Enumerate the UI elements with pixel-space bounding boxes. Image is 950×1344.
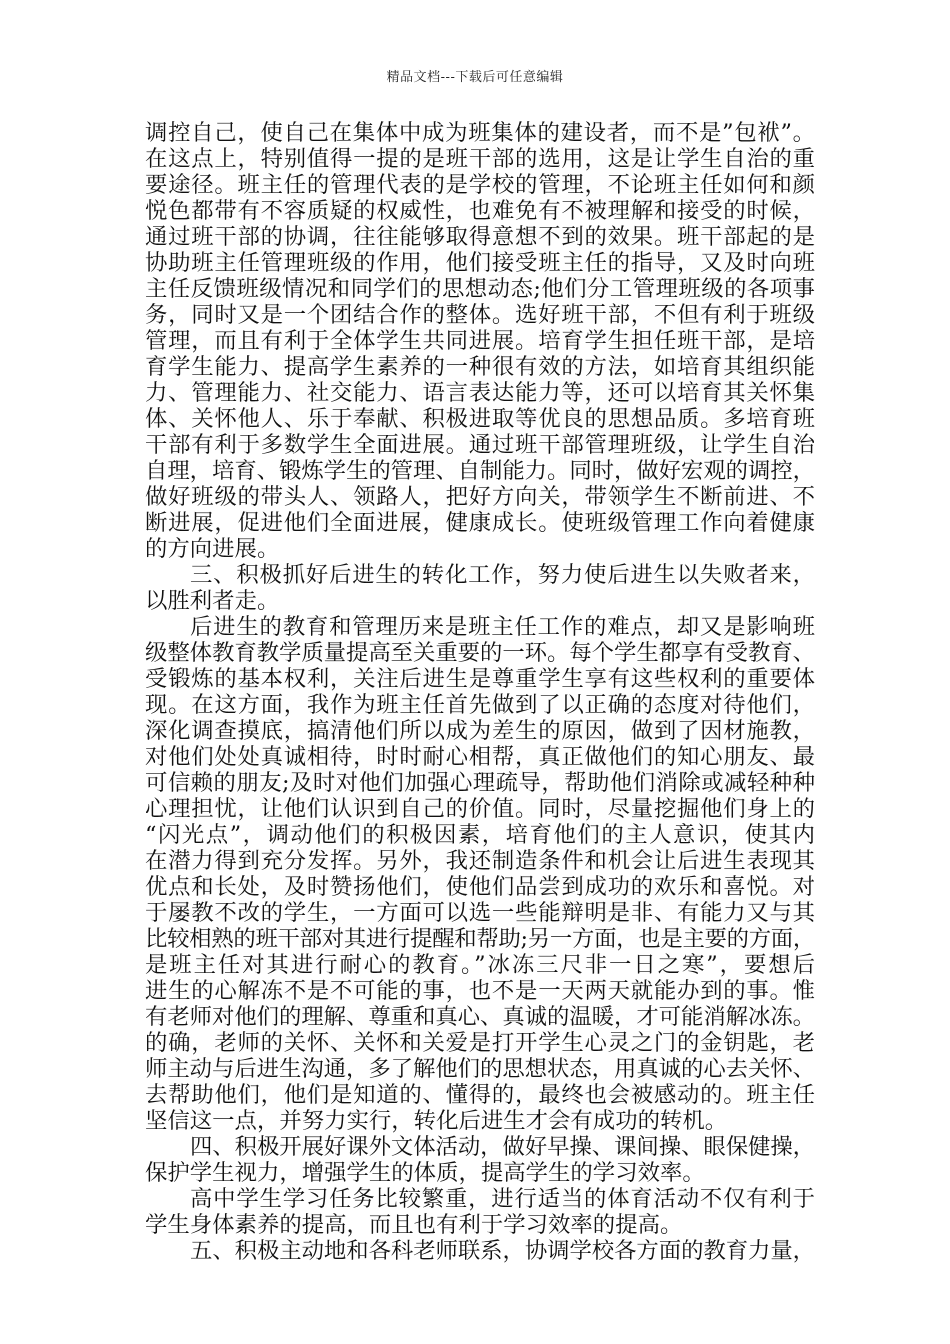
page-header: 精品文档---下载后可任意编辑 xyxy=(386,70,564,85)
text-line: 四、积极开展好课外文体活动，做好早操、课间操、眼保健操， xyxy=(190,1134,815,1160)
text-line: 的方向进展。 xyxy=(145,536,280,562)
text-line: 对他们处处真诚相待，时时耐心相帮，真正做他们的知心朋友、最 xyxy=(145,744,815,770)
text-line: 心理担忧，让他们认识到自己的价值。同时，尽量挖掘他们身上的 xyxy=(145,796,815,822)
text-line: 深化调查摸底，搞清他们所以成为差生的原因，做到了因材施教， xyxy=(145,718,815,744)
text-line: 现。在这方面，我作为班主任首先做到了以正确的态度对待他们， xyxy=(145,692,815,718)
text-line: 进生的心解冻不是不可能的事，也不是一天两天就能办到的事。惟 xyxy=(145,978,815,1004)
text-line: 干部有利于多数学生全面进展。通过班干部管理班级，让学生自治 xyxy=(145,432,815,458)
text-line: 悦色都带有不容质疑的权威性，也难免有不被理解和接受的时候， xyxy=(145,198,815,224)
text-line: 自理，培育、锻炼学生的管理、自制能力。同时，做好宏观的调控， xyxy=(145,458,815,484)
text-line: 的确，老师的关怀、关怀和关爱是打开学生心灵之门的金钥匙，老 xyxy=(145,1030,815,1056)
text-line: 级整体教育教学质量提高至关重要的一环。每个学生都享有受教育、 xyxy=(145,640,815,666)
text-line: 在这点上，特别值得一提的是班干部的选用，这是让学生自治的重 xyxy=(145,146,815,172)
text-line: 后进生的教育和管理历来是班主任工作的难点，却又是影响班 xyxy=(190,614,815,640)
text-line: 调控自己，使自己在集体中成为班集体的建设者，而不是”包袱”。 xyxy=(145,120,815,146)
text-line: 三、积极抓好后进生的转化工作，努力使后进生以失败者来， xyxy=(190,562,815,588)
text-line: 做好班级的带头人、领路人，把好方向关，带领学生不断前进、不 xyxy=(145,484,815,510)
text-line: 高中学生学习任务比较繁重，进行适当的体育活动不仅有利于 xyxy=(190,1186,815,1212)
text-line: 管理，而且有利于全体学生共同进展。培育学生担任班干部，是培 xyxy=(145,328,815,354)
text-line: 主任反馈班级情况和同学们的思想动态;他们分工管理班级的各项事 xyxy=(145,276,815,302)
text-line: 务，同时又是一个团结合作的整体。选好班干部，不但有利于班级 xyxy=(145,302,815,328)
document-body xyxy=(145,120,815,1264)
text-line: 于屡教不改的学生，一方面可以选一些能辩明是非、有能力又与其 xyxy=(145,900,815,926)
text-line: 有老师对他们的理解、尊重和真心、真诚的温暖，才可能消解冰冻。 xyxy=(145,1004,815,1030)
text-line: 育学生能力、提高学生素养的一种很有效的方法，如培育其组织能 xyxy=(145,354,815,380)
text-line: 优点和长处，及时赞扬他们，使他们品尝到成功的欢乐和喜悦。对 xyxy=(145,874,815,900)
text-line: 比较相熟的班干部对其进行提醒和帮助;另一方面，也是主要的方面， xyxy=(145,926,815,952)
text-line: 保护学生视力，增强学生的体质，提高学生的学习效率。 xyxy=(145,1160,705,1186)
text-line: 五、积极主动地和各科老师联系，协调学校各方面的教育力量， xyxy=(190,1238,815,1264)
text-line: 受锻炼的基本权利，关注后进生是尊重学生享有这些权利的重要体 xyxy=(145,666,815,692)
text-line: 师主动与后进生沟通，多了解他们的思想状态，用真诚的心去关怀、 xyxy=(145,1056,815,1082)
text-line: 体、关怀他人、乐于奉献、积极进取等优良的思想品质。多培育班 xyxy=(145,406,815,432)
text-line: 学生身体素养的提高，而且也有利于学习效率的提高。 xyxy=(145,1212,683,1238)
text-line: 以胜利者走。 xyxy=(145,588,280,614)
text-line: 去帮助他们，他们是知道的、懂得的，最终也会被感动的。班主任 xyxy=(145,1082,815,1108)
text-line: 力、管理能力、社交能力、语言表达能力等，还可以培育其关怀集 xyxy=(145,380,815,406)
text-line: 坚信这一点，并努力实行，转化后进生才会有成功的转机。 xyxy=(145,1108,728,1134)
text-line: 在潜力得到充分发挥。另外，我还制造条件和机会让后进生表现其 xyxy=(145,848,815,874)
text-line: 要途径。班主任的管理代表的是学校的管理，不论班主任如何和颜 xyxy=(145,172,815,198)
text-line: 断进展，促进他们全面进展，健康成长。使班级管理工作向着健康 xyxy=(145,510,815,536)
text-line: “闪光点”，调动他们的积极因素，培育他们的主人意识，使其内 xyxy=(145,822,815,848)
text-line: 通过班干部的协调，往往能够取得意想不到的效果。班干部起的是 xyxy=(145,224,815,250)
text-line: 协助班主任管理班级的作用，他们接受班主任的指导，又及时向班 xyxy=(145,250,815,276)
text-line: 是班主任对其进行耐心的教育。”冰冻三尺非一日之寒”，要想后 xyxy=(145,952,815,978)
text-line: 可信赖的朋友;及时对他们加强心理疏导，帮助他们消除或减轻种种 xyxy=(145,770,815,796)
